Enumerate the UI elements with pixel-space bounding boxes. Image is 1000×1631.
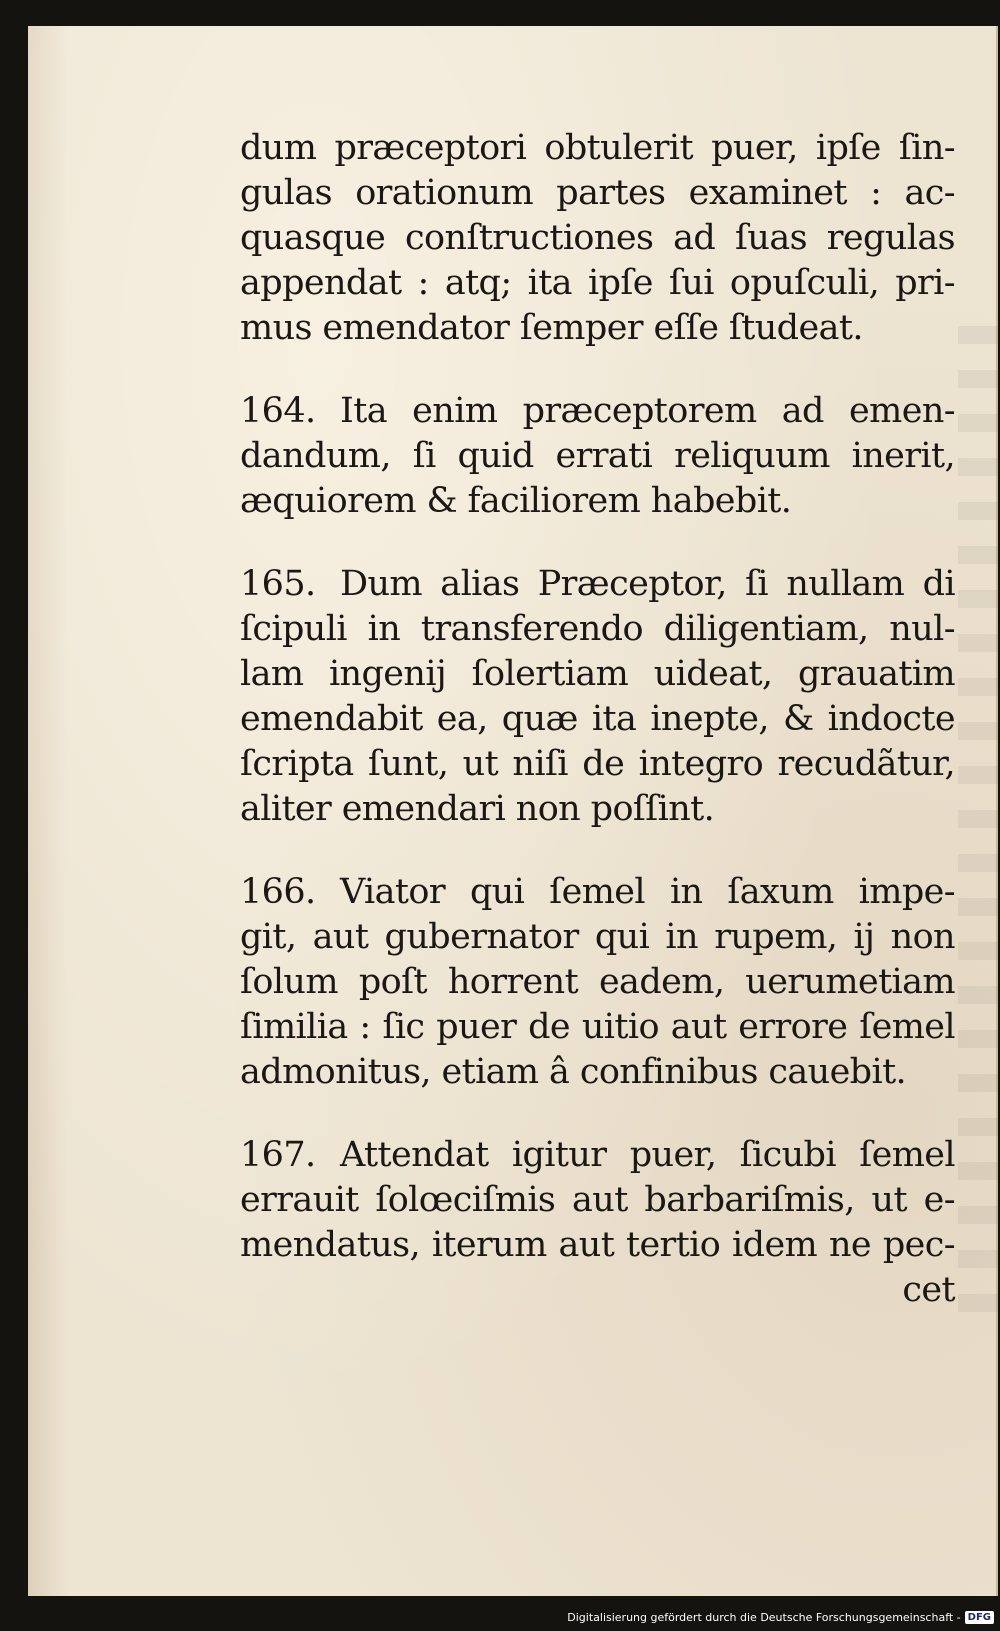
text-line: aliter emendari non poſſint. — [240, 789, 715, 829]
paragraph-165 — [240, 562, 955, 832]
paragraph-164 — [240, 389, 955, 524]
paragraph-number: 167. — [240, 1135, 316, 1175]
text-line: emendabit ea, quæ ita inepte, & indocte — [240, 699, 955, 739]
paragraph-167 — [240, 1133, 955, 1313]
text-line: mendatus, iterum aut tertio idem ne pec- — [240, 1225, 955, 1265]
text-line: gulas orationum partes examinet : ac- — [240, 173, 955, 213]
text-line: ſcripta ſunt, ut niſi de integro recudãtur, — [240, 744, 955, 784]
text-line: mus emendator ſemper eſſe ſtudeat. — [240, 308, 863, 348]
paragraph-number: 166. — [240, 872, 316, 912]
digitization-footer — [567, 1609, 994, 1625]
text-line: Ita enim præceptorem ad emen- — [340, 391, 955, 431]
text-line: dum præceptori obtulerit puer, ipſe ſin- — [240, 128, 955, 168]
page-text — [240, 126, 955, 1313]
text-line: ſolum poſt horrent eadem, uerumetiam — [240, 962, 955, 1002]
text-line: Attendat igitur puer, ſicubi ſemel — [340, 1135, 955, 1175]
text-line: quasque conſtructiones ad ſuas regulas — [240, 218, 955, 258]
footer-text: Digitalisierung gefördert durch die Deutsche Forschungsgemeinschaft - — [567, 1610, 961, 1624]
text-line: Viator qui ſemel in ſaxum impe- — [340, 872, 955, 912]
text-line: Dum alias Præceptor, ſi nullam di — [340, 564, 955, 604]
catchword: cet — [902, 1270, 955, 1310]
paragraph-166 — [240, 870, 955, 1095]
text-line: ſimilia : ſic puer de uitio aut errore ſemel — [240, 1007, 955, 1047]
text-line: appendat : atq; ita ipſe ſui opuſculi, pri- — [240, 263, 955, 303]
paragraph-number: 164. — [240, 391, 316, 431]
text-line: lam ingenij ſolertiam uideat, grauatim — [240, 654, 955, 694]
dfg-logo: DFG — [965, 1611, 994, 1624]
text-line: æquiorem & faciliorem habebit. — [240, 481, 792, 521]
intro-paragraph — [240, 126, 955, 351]
text-line: dandum, ſi quid errati reliquum inerit, — [240, 436, 955, 476]
text-line: ſcipuli in transferendo diligentiam, nul- — [240, 609, 955, 649]
text-line: admonitus, etiam â confinibus cauebit. — [240, 1052, 907, 1092]
text-line: git, aut gubernator qui in rupem, ij non — [240, 917, 955, 957]
paragraph-number: 165. — [240, 564, 316, 604]
bleed-through-text — [958, 326, 998, 1326]
text-line: errauit ſolœciſmis aut barbariſmis, ut e- — [240, 1180, 955, 1220]
